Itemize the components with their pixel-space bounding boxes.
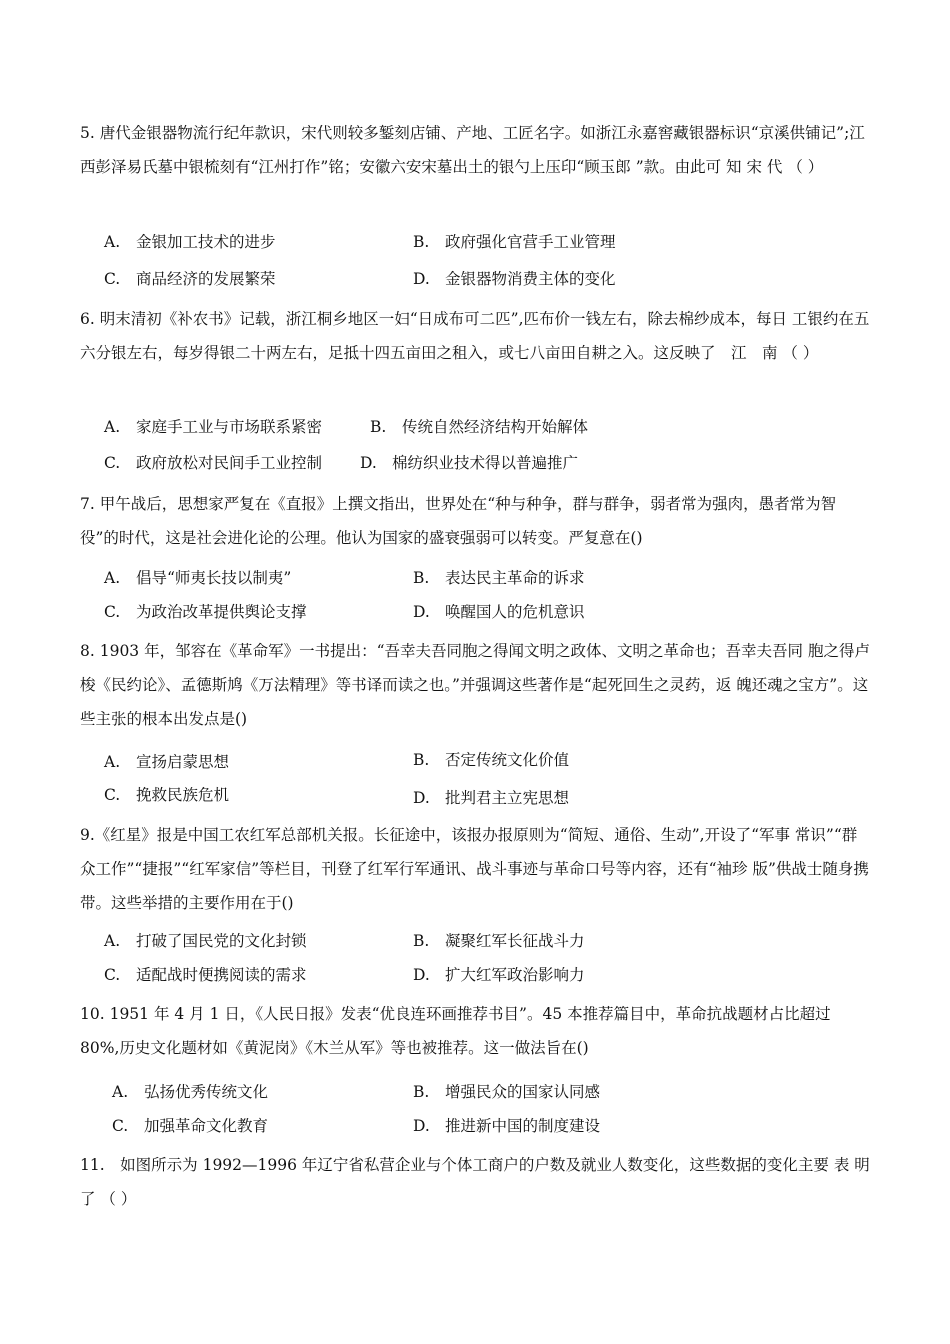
option-letter: A. xyxy=(104,753,121,771)
option-letter: D. xyxy=(413,789,430,807)
option-text: 传统自然经济结构开始解体 xyxy=(402,418,589,436)
option-text: 打破了国民党的文化封锁 xyxy=(136,932,307,950)
option-letter: D. xyxy=(360,454,377,472)
option-text: 适配战时便携阅读的需求 xyxy=(136,966,307,984)
option-text: 表达民主革命的诉求 xyxy=(445,569,585,587)
option-text: 否定传统文化价值 xyxy=(445,751,570,769)
question-6-option-c[interactable] xyxy=(104,451,322,475)
question-9-stem: 9.《红星》报是中国工农红军总部机关报。长征途中，该报办报原则为“简短、通俗、生动”,开设了“军事 常识”“群众工作”“捷报”“红军家信”等栏目，刊登了红军行军通讯、战斗事迹与革命口号等内容，还有“袖珍 版”供战士随身携带。这些举措的主要作用在于() xyxy=(80,826,869,912)
option-letter: D. xyxy=(413,966,430,984)
option-letter: A. xyxy=(104,418,121,436)
question-6-stem: 6. 明末清初《补农书》记载，浙江桐乡地区一妇“日成布可二匹”,匹布价一钱左右，除去棉纱成本，每日 工银约在五六分银左右，每岁得银二十两左右，足抵十四五亩田之租入，或七八亩田自耕之入。这反映了 江 南 （ ） xyxy=(80,310,870,362)
question-8-option-a[interactable] xyxy=(104,750,229,774)
option-letter: B. xyxy=(413,569,430,587)
question-9-option-d[interactable] xyxy=(413,963,585,987)
question-11-stem: 11. 如图所示为 1992—1996 年辽宁省私营企业与个体工商户的户数及就业人数变化，这些数据的变化主要 表 明 了 （ ） xyxy=(80,1156,870,1208)
option-text: 挽救民族危机 xyxy=(136,786,230,804)
option-text: 政府放松对民间手工业控制 xyxy=(136,454,323,472)
option-text: 凝聚红军长征战斗力 xyxy=(445,932,585,950)
option-letter: C. xyxy=(112,1117,129,1135)
option-text: 棉纺织业技术得以普遍推广 xyxy=(392,454,579,472)
question-8-option-b[interactable] xyxy=(413,748,569,772)
option-text: 弘扬优秀传统文化 xyxy=(144,1083,269,1101)
option-text: 为政治改革提供舆论支撑 xyxy=(136,603,307,621)
option-letter: D. xyxy=(413,270,430,288)
option-letter: A. xyxy=(104,569,121,587)
question-9-option-a[interactable] xyxy=(104,929,307,953)
option-letter: A. xyxy=(112,1083,129,1101)
option-letter: A. xyxy=(104,233,121,251)
question-6-option-a[interactable] xyxy=(104,415,322,439)
question-7-option-b[interactable] xyxy=(413,566,585,590)
option-letter: C. xyxy=(104,786,121,804)
question-5-option-b[interactable] xyxy=(413,230,616,254)
option-letter: D. xyxy=(413,603,430,621)
option-text: 加强革命文化教育 xyxy=(144,1117,269,1135)
question-5-option-d[interactable] xyxy=(413,267,616,291)
question-9-option-c[interactable] xyxy=(104,963,307,987)
question-5-option-a[interactable] xyxy=(104,230,276,254)
question-10-option-c[interactable] xyxy=(112,1114,268,1138)
option-letter: B. xyxy=(413,751,430,769)
option-text: 扩大红军政治影响力 xyxy=(445,966,585,984)
option-text: 批判君主立宪思想 xyxy=(445,789,570,807)
question-7-option-c[interactable] xyxy=(104,600,307,624)
question-6-option-b[interactable] xyxy=(370,415,588,439)
question-10-option-d[interactable] xyxy=(413,1114,600,1138)
question-8-option-c[interactable] xyxy=(104,783,229,807)
option-text: 商品经济的发展繁荣 xyxy=(136,270,276,288)
question-5-stem: 5. 唐代金银器物流行纪年款识，宋代则较多錾刻店铺、产地、工匠名字。如浙江永嘉窖藏银器标识“京溪供铺记”;江西彭泽易氏墓中银梳刻有“江州打作”铭；安徽六安宋墓出土的银勺上压印“顾玉郎 ”款。由此可 知 宋 代 （ ） xyxy=(80,124,865,176)
question-7-stem: 7. 甲午战后，思想家严复在《直报》上撰文指出，世界处在“种与种争，群与群争，弱者常为强肉，愚者常为智役”的时代，这是社会进化论的公理。他认为国家的盛衰强弱可以转变。严复意在() xyxy=(80,495,837,547)
option-text: 金银加工技术的进步 xyxy=(136,233,276,251)
option-letter: C. xyxy=(104,966,121,984)
question-9-option-b[interactable] xyxy=(413,929,585,953)
option-text: 倡导“师夷长技以制夷” xyxy=(136,569,292,587)
option-letter: B. xyxy=(413,932,430,950)
question-10-option-a[interactable] xyxy=(112,1080,268,1104)
option-letter: B. xyxy=(413,233,430,251)
question-5-option-c[interactable] xyxy=(104,267,276,291)
option-letter: C. xyxy=(104,454,121,472)
option-text: 增强民众的国家认同感 xyxy=(445,1083,601,1101)
option-letter: B. xyxy=(413,1083,430,1101)
option-letter: C. xyxy=(104,603,121,621)
option-text: 金银器物消费主体的变化 xyxy=(445,270,616,288)
option-letter: D. xyxy=(413,1117,430,1135)
option-text: 政府强化官营手工业管理 xyxy=(445,233,616,251)
option-text: 家庭手工业与市场联系紧密 xyxy=(136,418,323,436)
option-letter: B. xyxy=(370,418,387,436)
option-text: 推进新中国的制度建设 xyxy=(445,1117,601,1135)
question-7-option-a[interactable] xyxy=(104,566,291,590)
question-6-option-d[interactable] xyxy=(360,451,578,475)
option-text: 唤醒国人的危机意识 xyxy=(445,603,585,621)
option-letter: C. xyxy=(104,270,121,288)
option-letter: A. xyxy=(104,932,121,950)
question-8-stem: 8. 1903 年，邹容在《革命军》一书提出：“吾幸夫吾同胞之得闻文明之政体、文明之革命也；吾幸夫吾同 胞之得卢梭《民约论》、孟德斯鸠《万法精理》等书译而读之也。”并强调这些著作是“起死回生之灵药，返 魄还魂之宝方”。这些主张的根本出发点是() xyxy=(80,642,870,728)
question-8-option-d[interactable] xyxy=(413,786,569,810)
option-text: 宣扬启蒙思想 xyxy=(136,753,230,771)
question-10-stem: 10. 1951 年 4 月 1 日，《人民日报》发表“优良连环画推荐书目”。45 本推荐篇目中，革命抗战题材占比超过 80%,历史文化题材如《黄泥岗》《木兰从军》等也被推荐。这一做法旨在() xyxy=(80,1005,831,1057)
question-10-option-b[interactable] xyxy=(413,1080,600,1104)
question-7-option-d[interactable] xyxy=(413,600,585,624)
